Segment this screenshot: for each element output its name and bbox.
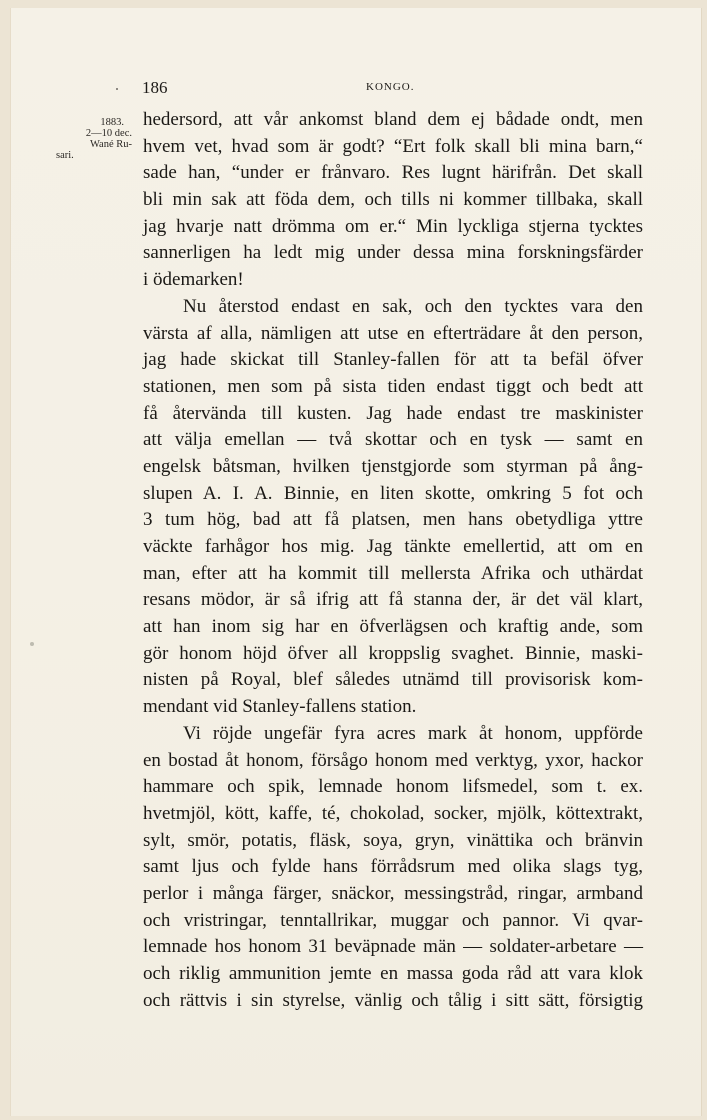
text-line: och rättvis i sin styrelse, vänlig och tålig i sitt sätt, försigtig bbox=[143, 989, 643, 1011]
text-line: gör honom höjd öfver all kroppslig svaghet. Binnie, maski- bbox=[143, 642, 643, 664]
text-line: och riklig ammunition jemte en massa goda råd att vara klok bbox=[143, 963, 643, 984]
text-line: engelsk båtsman, hvilken tjenstgjorde som styrman på ång- bbox=[143, 455, 643, 477]
text-line: sannerligen ha ledt mig under dessa mina forskningsfärder bbox=[143, 242, 643, 264]
text-line: nisten på Royal, blef således utnämd till provisorisk kom- bbox=[143, 669, 643, 691]
text-line: få återvända till kusten. Jag hade endast tre maskinister bbox=[143, 402, 643, 424]
text-line: Nu återstod endast en sak, och den tycktes vara den bbox=[183, 295, 643, 317]
text-line: en bostad åt honom, försågo honom med verktyg, yxor, hackor bbox=[143, 749, 643, 771]
margin-note-year: 1883. bbox=[100, 117, 124, 128]
text-line: väckte farhågor hos mig. Jag tänkte emellertid, att om en bbox=[143, 536, 643, 557]
text-line: i ödemarken! bbox=[143, 269, 244, 291]
text-line: lemnade hos honom 31 beväpnade män — soldater-arbetare — bbox=[143, 936, 643, 958]
text-line: slupen A. I. A. Binnie, en liten skotte, omkring 5 fot och bbox=[143, 482, 643, 504]
page-header bbox=[0, 78, 707, 100]
text-line: hvetmjöl, kött, kaffe, té, chokolad, socker, mjölk, köttextrakt, bbox=[143, 802, 643, 824]
margin-note-place: Wané Ru- bbox=[89, 139, 132, 150]
text-line: hammare och spik, lemnade honom lifsmedel, som t. ex. bbox=[143, 776, 643, 798]
margin-note-dates: 2—10 dec. bbox=[85, 128, 132, 139]
margin-note-place-cont: sari. bbox=[56, 150, 74, 161]
margin-note bbox=[14, 117, 132, 161]
text-line: resans mödor, är så ifrig att få stanna der, är det väl klart, bbox=[143, 589, 643, 611]
running-head: KONGO. bbox=[366, 81, 415, 93]
text-line: man, efter att ha kommit till mellersta Afrika och uthärdat bbox=[143, 562, 643, 584]
text-line: 3 tum hög, bad att få platsen, men hans obetydliga yttre bbox=[143, 509, 643, 531]
text-line: Vi röjde ungefär fyra acres mark åt honom, uppförde bbox=[183, 722, 643, 744]
text-line: att välja emellan — två skottar och en tysk — samt en bbox=[143, 429, 643, 451]
text-line: hedersord, att vår ankomst bland dem ej bådade ondt, men bbox=[143, 109, 643, 130]
body-text bbox=[143, 107, 643, 1014]
text-line: jag hvarje natt drömma om er.“ Min lyckliga stjerna tycktes bbox=[143, 215, 643, 237]
text-line: att han inom sig har en öfverlägsen och kraftig ande, som bbox=[143, 616, 643, 638]
text-line: värsta af alla, nämligen att utse en efterträdare åt den person, bbox=[143, 322, 643, 344]
text-line: och vristringar, tenntallrikar, muggar och pannor. Vi qvar- bbox=[143, 909, 643, 931]
page-number: 186 bbox=[142, 78, 168, 97]
text-line: jag hade skickat till Stanley-fallen för att ta befäl öfver bbox=[143, 349, 643, 371]
paper-blemish bbox=[30, 642, 34, 646]
text-line: sylt, smör, potatis, fläsk, soya, gryn, vinättika och bränvin bbox=[143, 829, 643, 851]
text-line: bli min sak att föda dem, och tills ni kommer tillbaka, skall bbox=[143, 189, 643, 211]
text-line: samt ljus och fylde hans förrådsrum med olika slags tyg, bbox=[143, 856, 643, 878]
text-line: hvem vet, hvad som är godt? “Ert folk skall bli mina barn,“ bbox=[143, 135, 643, 157]
text-line: stationen, men som på sista tiden endast tiggt och bedt att bbox=[143, 375, 643, 397]
text-line: sade han, “under er frånvaro. Res lugnt härifrån. Det skall bbox=[143, 162, 643, 184]
text-line: mendant vid Stanley-fallens station. bbox=[143, 696, 417, 718]
text-line: perlor i många färger, snäckor, messingstråd, ringar, armband bbox=[143, 882, 643, 904]
